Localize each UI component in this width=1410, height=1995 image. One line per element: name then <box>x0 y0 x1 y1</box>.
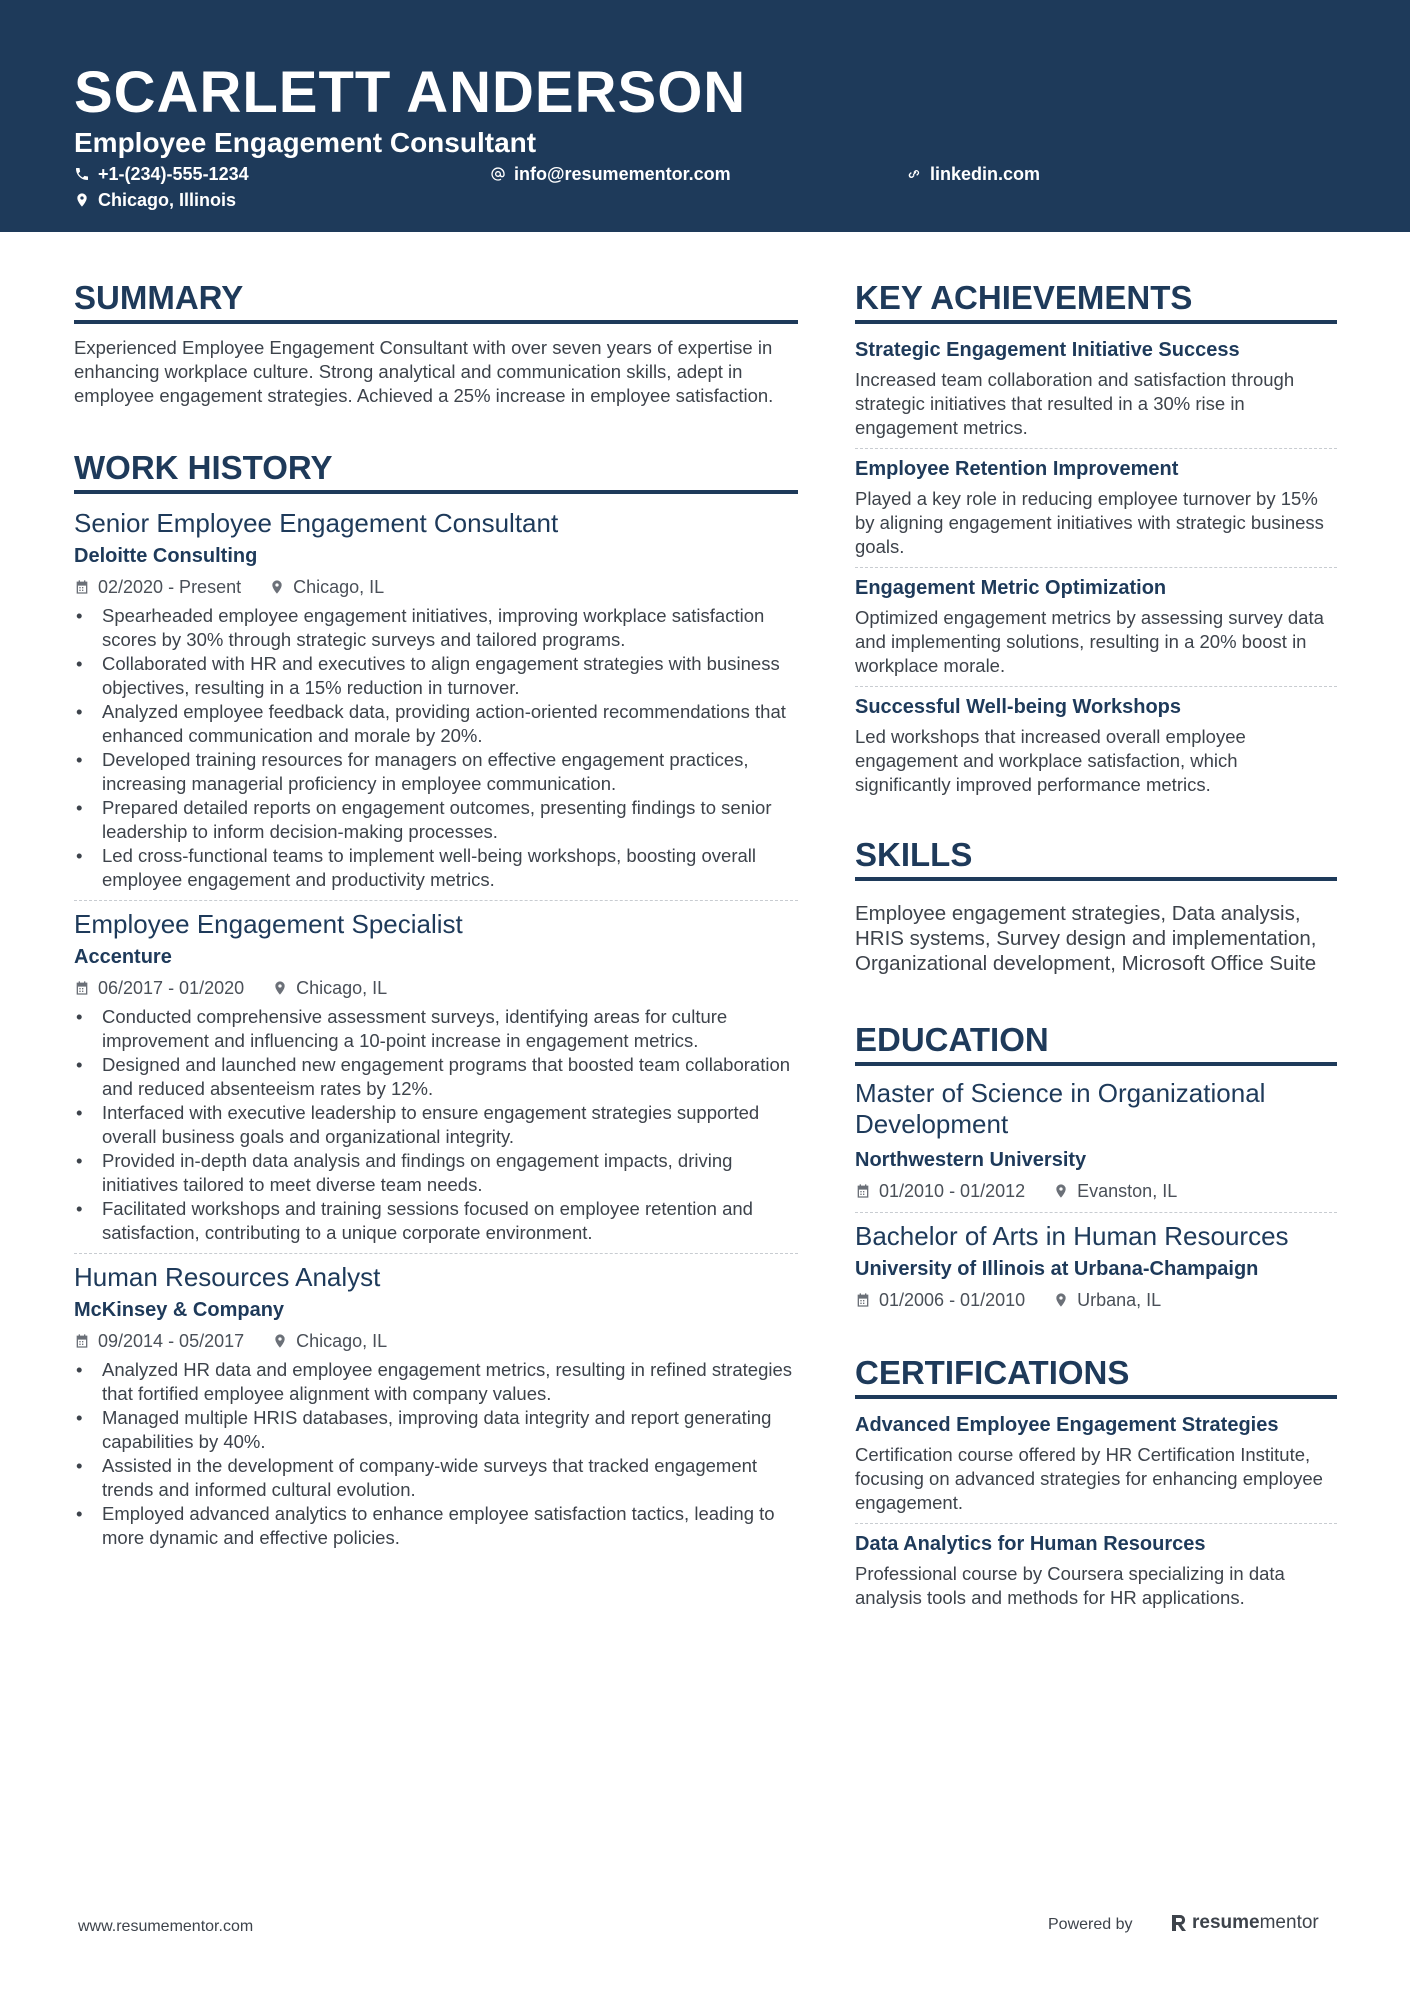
job-dates: 02/2020 - Present <box>98 577 242 597</box>
footer-powered-by: Powered by <box>1048 1916 1133 1933</box>
phone-icon <box>74 166 90 182</box>
divider <box>74 900 798 901</box>
resumementor-logo-icon <box>1170 1913 1188 1933</box>
bullet-item: • Interfaced with executive leadership to ensure engagement strategies supported overall business goals and organizational integrity. <box>74 1101 798 1149</box>
education-item <box>855 1078 1337 1204</box>
candidate-title: Employee Engagement Consultant <box>74 127 537 158</box>
location-text: Chicago, Illinois <box>98 190 237 210</box>
education-heading: EDUCATION <box>855 1020 1337 1066</box>
summary-text: Experienced Employee Engagement Consultant with over seven years of expertise in enhancing workplace culture. Strong analytical and communication skills, adept in employee engagement strategies. Achieved a 25% increase in employee satisfaction. <box>74 337 774 406</box>
education-meta <box>855 1287 1337 1313</box>
certification-title: Data Analytics for Human Resources <box>855 1533 1206 1555</box>
education-location: Urbana, IL <box>1077 1290 1162 1310</box>
header-banner <box>0 0 1410 232</box>
job-meta <box>74 574 798 600</box>
location-pin-icon <box>272 980 288 996</box>
contact-linkedin <box>906 162 1040 186</box>
job-location: Chicago, IL <box>296 978 388 998</box>
certification-item <box>855 1411 1337 1515</box>
bullet-item: • Employed advanced analytics to enhance employee satisfaction tactics, leading to more dynamic and effective policies. <box>74 1502 798 1550</box>
certifications-heading: CERTIFICATIONS <box>855 1353 1337 1399</box>
footer-website[interactable]: www.resumementor.com <box>78 1918 254 1935</box>
bullet-item: • Analyzed employee feedback data, providing action-oriented recommendations that enhanced communication and morale by 20%. <box>74 700 798 748</box>
key-achievements-heading: KEY ACHIEVEMENTS <box>855 278 1337 324</box>
calendar-icon <box>74 980 90 996</box>
bullet-item: • Spearheaded employee engagement initiatives, improving workplace satisfaction scores by 30% through strategic surveys and tailored programs. <box>74 604 798 652</box>
certification-item <box>855 1530 1337 1610</box>
education-item <box>855 1219 1337 1313</box>
contact-location <box>74 188 236 212</box>
contact-phone <box>74 162 249 186</box>
location-pin-icon <box>1053 1292 1069 1308</box>
job-title: Employee Engagement Specialist <box>74 909 463 939</box>
linkedin-text[interactable]: linkedin.com <box>930 164 1041 184</box>
job-location: Chicago, IL <box>296 1331 388 1351</box>
location-pin-icon <box>269 579 285 595</box>
contact-email <box>490 162 731 186</box>
job-entry <box>74 1260 798 1550</box>
at-icon <box>490 166 506 182</box>
location-pin-icon <box>272 1333 288 1349</box>
degree-title: Bachelor of Arts in Human Resources <box>855 1221 1289 1251</box>
achievement-item <box>855 693 1337 797</box>
achievement-item <box>855 455 1337 559</box>
achievement-title: Successful Well-being Workshops <box>855 696 1181 718</box>
job-bullets <box>74 604 798 892</box>
job-dates: 09/2014 - 05/2017 <box>98 1331 245 1351</box>
divider <box>74 1253 798 1254</box>
brand-rest-text: mentor <box>1259 1912 1319 1933</box>
link-icon <box>906 166 922 182</box>
bullet-item: • Led cross-functional teams to implement well-being workshops, boosting overall employee engagement and productivity metrics. <box>74 844 798 892</box>
footer-brand-logo[interactable] <box>1170 1912 1319 1934</box>
left-column <box>74 278 798 1550</box>
job-entry <box>74 506 798 892</box>
calendar-icon <box>74 579 90 595</box>
location-pin-icon <box>1053 1183 1069 1199</box>
achievement-text: Optimized engagement metrics by assessing survey data and implementing solutions, resulting in a 20% boost in workplace morale. <box>855 607 1324 676</box>
job-title: Senior Employee Engagement Consultant <box>74 508 559 538</box>
bullet-item: • Managed multiple HRIS databases, improving data integrity and report generating capabilities by 40%. <box>74 1406 798 1454</box>
bullet-item: • Conducted comprehensive assessment surveys, identifying areas for culture improvement and influencing a 10-point increase in engagement metrics. <box>74 1005 798 1053</box>
certification-text: Certification course offered by HR Certification Institute, focusing on advanced strategies for enhancing employee engagement. <box>855 1444 1323 1513</box>
job-bullets <box>74 1005 798 1245</box>
school-name: Northwestern University <box>855 1149 1087 1171</box>
divider <box>855 686 1337 687</box>
location-pin-icon <box>74 192 90 208</box>
achievement-text: Led workshops that increased overall employee engagement and workplace satisfaction, which significantly improved performance metrics. <box>855 726 1246 795</box>
achievement-title: Strategic Engagement Initiative Success <box>855 339 1240 361</box>
right-column <box>855 278 1337 1610</box>
achievement-item <box>855 574 1337 678</box>
certification-text: Professional course by Coursera specializing in data analysis tools and methods for HR applications. <box>855 1563 1285 1608</box>
job-entry <box>74 907 798 1245</box>
brand-bold-text: resume <box>1192 1912 1260 1933</box>
bullet-item: • Facilitated workshops and training sessions focused on employee retention and satisfaction, contributing to a unique corporate environment. <box>74 1197 798 1245</box>
divider <box>855 448 1337 449</box>
work-history-heading: WORK HISTORY <box>74 448 798 494</box>
job-meta <box>74 975 798 1001</box>
bullet-item: • Assisted in the development of company-wide surveys that tracked engagement trends and informed cultural evolution. <box>74 1454 798 1502</box>
degree-title: Master of Science in Organizational Development <box>855 1078 1266 1139</box>
bullet-item: • Provided in-depth data analysis and findings on engagement impacts, driving initiatives tailored to meet diverse team needs. <box>74 1149 798 1197</box>
calendar-icon <box>855 1183 871 1199</box>
calendar-icon <box>74 1333 90 1349</box>
job-meta <box>74 1328 798 1354</box>
education-location: Evanston, IL <box>1077 1181 1178 1201</box>
achievement-title: Engagement Metric Optimization <box>855 577 1167 599</box>
skills-text: Employee engagement strategies, Data analysis, HRIS systems, Survey design and implementation, Organizational development, Microsoft Office Suite <box>855 902 1317 975</box>
divider <box>855 567 1337 568</box>
skills-heading: SKILLS <box>855 835 1337 881</box>
education-dates: 01/2010 - 01/2012 <box>879 1181 1026 1201</box>
achievement-item <box>855 336 1337 440</box>
summary-heading: SUMMARY <box>74 278 798 324</box>
job-bullets <box>74 1358 798 1550</box>
job-company: Deloitte Consulting <box>74 545 258 567</box>
education-dates: 01/2006 - 01/2010 <box>879 1290 1026 1310</box>
school-name: University of Illinois at Urbana-Champaign <box>855 1258 1259 1280</box>
bullet-item: • Analyzed HR data and employee engagement metrics, resulting in refined strategies that fortified employee alignment with company values. <box>74 1358 798 1406</box>
email-text[interactable]: info@resumementor.com <box>514 164 731 184</box>
bullet-item: • Prepared detailed reports on engagement outcomes, presenting findings to senior leadership to inform decision-making processes. <box>74 796 798 844</box>
job-title: Human Resources Analyst <box>74 1262 381 1292</box>
divider <box>855 1212 1337 1213</box>
achievement-text: Played a key role in reducing employee turnover by 15% by aligning engagement initiatives with strategic business goals. <box>855 488 1324 557</box>
certification-title: Advanced Employee Engagement Strategies <box>855 1414 1279 1436</box>
achievement-title: Employee Retention Improvement <box>855 458 1179 480</box>
bullet-item: • Collaborated with HR and executives to align engagement strategies with business objectives, resulting in a 15% reduction in turnover. <box>74 652 798 700</box>
bullet-item: • Designed and launched new engagement programs that boosted team collaboration and reduced absenteeism rates by 12%. <box>74 1053 798 1101</box>
job-location: Chicago, IL <box>293 577 385 597</box>
job-company: McKinsey & Company <box>74 1299 285 1321</box>
education-meta <box>855 1178 1337 1204</box>
divider <box>855 1523 1337 1524</box>
job-dates: 06/2017 - 01/2020 <box>98 978 245 998</box>
job-company: Accenture <box>74 946 172 968</box>
phone-text: +1-(234)-555-1234 <box>98 164 249 184</box>
calendar-icon <box>855 1292 871 1308</box>
bullet-item: • Developed training resources for managers on effective engagement practices, increasing managerial proficiency in employee communication. <box>74 748 798 796</box>
achievement-text: Increased team collaboration and satisfaction through strategic initiatives that resulted in a 30% rise in engagement metrics. <box>855 369 1295 438</box>
candidate-name: SCARLETT ANDERSON <box>74 60 747 125</box>
